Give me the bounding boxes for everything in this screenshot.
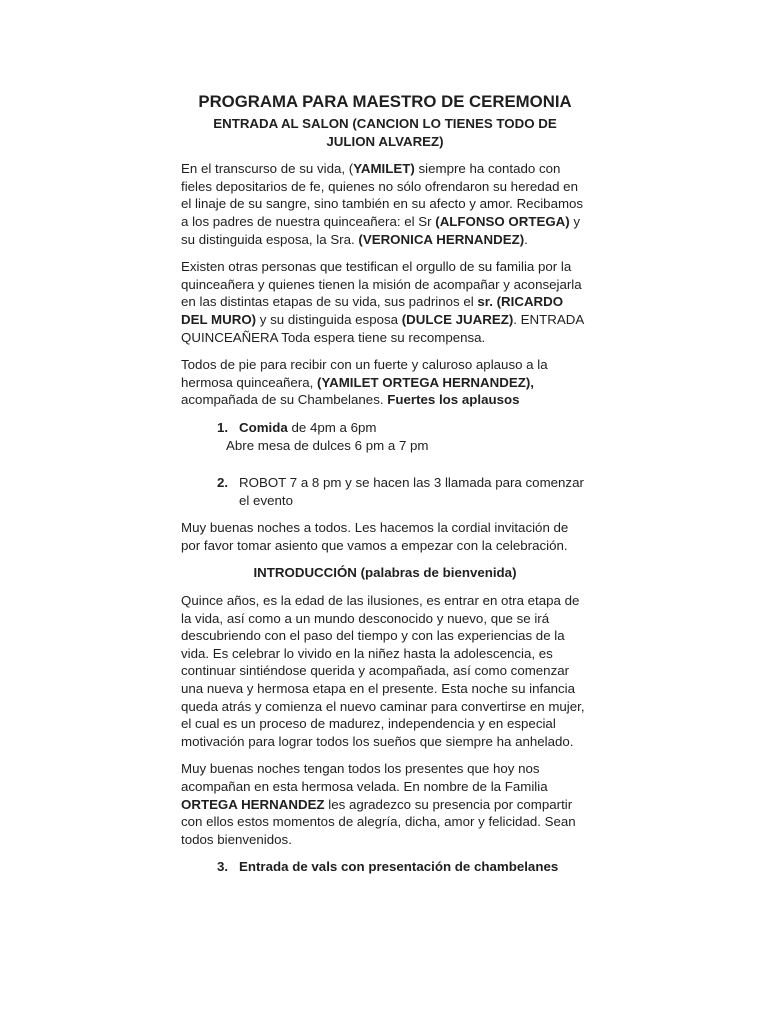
list-text: ROBOT 7 a 8 pm y se hacen las 3 llamada para comenzar el evento: [239, 475, 584, 508]
paragraph-invitacion: Muy buenas noches a todos. Les hacemos la cordial invitación de por favor tomar asiento que vamos a empezar con la celebración.: [181, 520, 569, 553]
bold-name: YAMILET): [353, 161, 415, 177]
paragraph-bienvenida: [181, 760, 589, 848]
list-subitem-dulces: Abre mesa de dulces 6 pm a 7 pm: [226, 437, 429, 453]
list-text: de 4pm a 6pm: [287, 419, 377, 435]
list-number: 3.: [217, 859, 229, 875]
bold-name: sr. (RICARDO DEL MURO): [181, 294, 564, 327]
paragraph-padrinos: [181, 258, 589, 346]
list-item-vals: [181, 858, 589, 876]
page-title: PROGRAMA PARA MAESTRO DE CEREMONIA: [198, 92, 572, 111]
bold-text: Fuertes los aplausos: [387, 392, 520, 408]
document-body: [181, 92, 589, 876]
text: acompañada de su Chambelanes.: [181, 392, 388, 408]
list-item-comida: [181, 419, 589, 437]
bold-name: (VERONICA HERNANDEZ): [358, 231, 525, 247]
subtitle-line-1: ENTRADA AL SALON (CANCION LO TIENES TODO DE: [213, 116, 557, 131]
text: y su distinguida esposa, la Sra.: [181, 213, 581, 247]
text: siempre ha contado con fieles depositarios de fe, quienes no sólo ofrendaron su heredad en el linaje de su sangre, sino también en su afecto y amor. Recibamos a los padres de nuestra quinceañera: el Sr: [181, 161, 584, 229]
subtitle-line-2: JULION ALVAREZ): [326, 133, 444, 149]
paragraph-introduccion: Quince años, es la edad de las ilusiones, es entrar en otra etapa de la vida, así como a un mundo desconocido y nuevo, que se irá descubriendo con el paso del tiempo y con las experiencias de la vida. Es celebrar lo vivido en la niñez hasta la adolescencia, es continuar sintiéndose querida y acompañada, así como comenzar una nueva y hermosa etapa en el presente. Esta noche su infancia queda atrás y comienza el nuevo caminar para convertirse en mujer, el cual es un proceso de madurez, independencia y en especial motivación para lograr todos los sueños que siempre ha anhelado.: [181, 593, 585, 749]
text: . ENTRADA QUINCEAÑERA Toda espera tiene su recompensa.: [181, 311, 584, 345]
bold-name: (YAMILET ORTEGA HERNANDEZ),: [317, 374, 534, 390]
text: Muy buenas noches tengan todos los presentes que hoy nos acompañan en esta hermosa velada. En nombre de la Familia: [181, 761, 548, 794]
text: les agradezco su presencia por compartir con ellos estos momentos de alegría, dicha, amor y felicidad. Sean todos bienvenidos.: [181, 796, 576, 847]
bold-name: (ALFONSO ORTEGA): [435, 213, 570, 229]
text: En el transcurso de su vida, (: [181, 161, 354, 177]
paragraph-padres: [181, 160, 589, 248]
list-number: 2.: [217, 475, 229, 491]
text: Todos de pie para recibir con un fuerte y caluroso aplauso a la hermosa quinceañera,: [181, 357, 548, 390]
list-bold: Comida: [239, 419, 288, 435]
bold-name: ORTEGA HERNANDEZ: [181, 796, 325, 812]
text: Existen otras personas que testifican el orgullo de su familia por la quinceañera y quienes tienen la misión de acompañar y aconsejarla en las distintas etapas de su vida, sus padrinos el: [181, 259, 582, 310]
text: .: [524, 231, 528, 247]
bold-name: (DULCE JUAREZ): [401, 311, 514, 327]
section-heading: INTRODUCCIÓN (palabras de bienvenida): [253, 565, 517, 581]
subtitle: [181, 115, 589, 150]
paragraph-quinceanera: [181, 356, 589, 409]
list-item-robot: [181, 474, 589, 509]
list-number: 1.: [217, 419, 229, 435]
text: y su distinguida esposa: [256, 311, 402, 327]
list-text: Entrada de vals con presentación de chambelanes: [239, 859, 559, 875]
